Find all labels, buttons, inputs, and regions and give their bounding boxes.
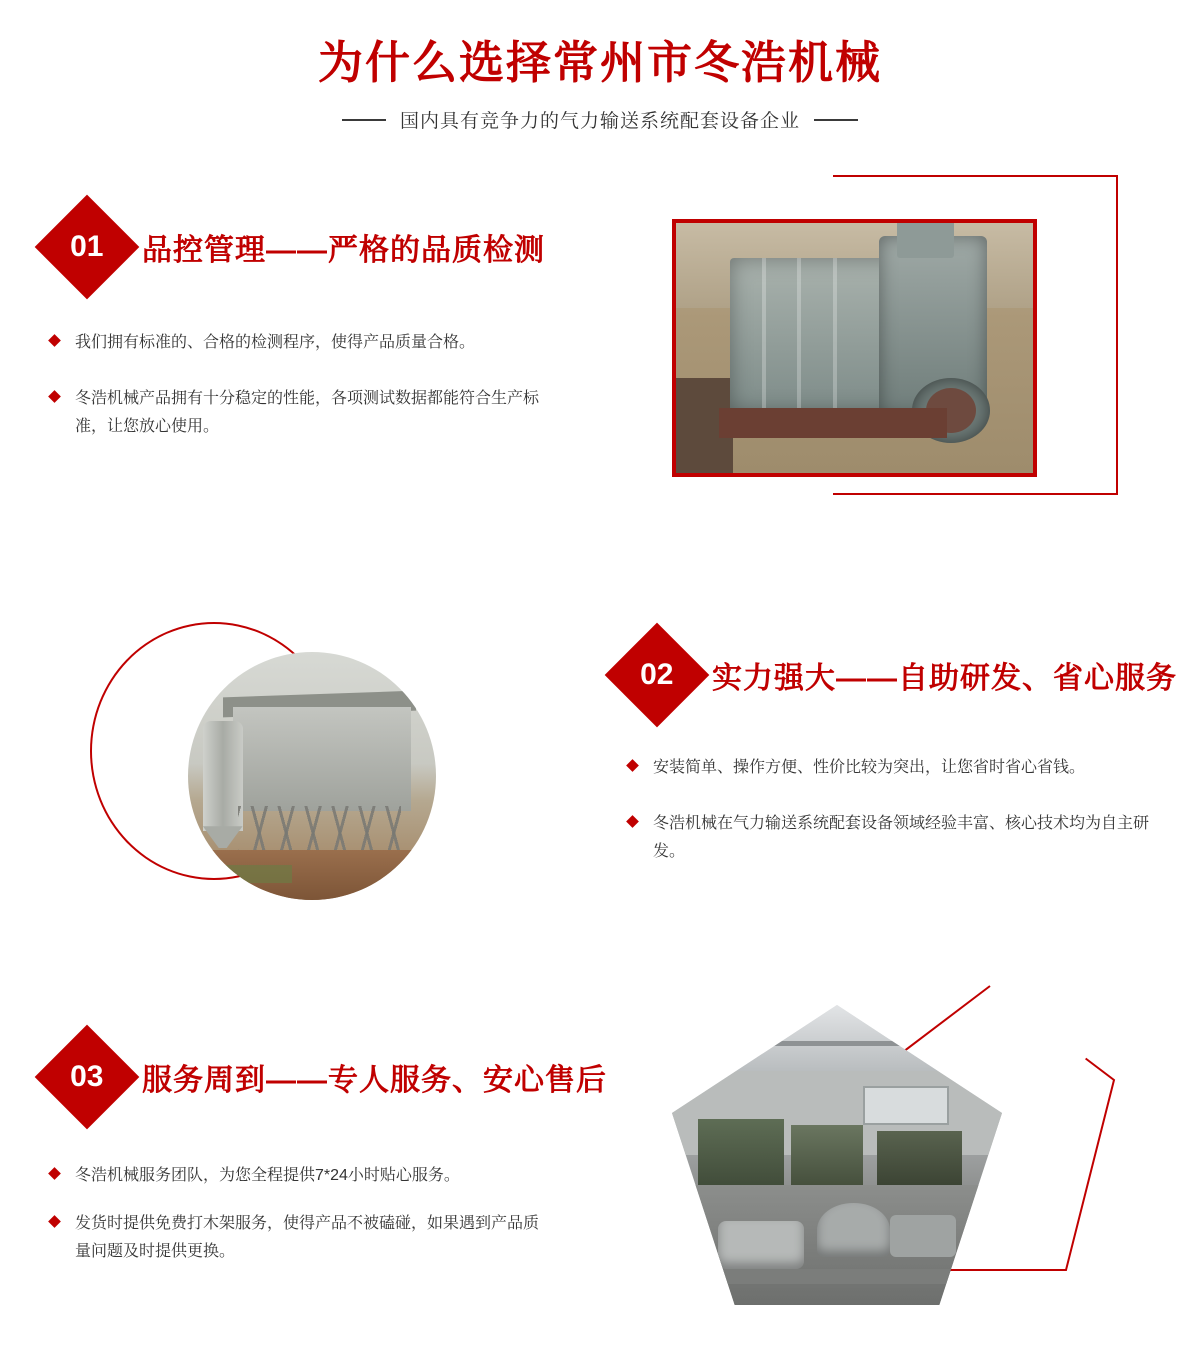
- page-header: [0, 0, 1200, 133]
- bullet-text: 冬浩机械服务团队，为您全程提供7*24小时贴心服务。: [75, 1167, 460, 1184]
- diamond-bullet-icon: [626, 759, 639, 772]
- photo-equipment-site: [188, 652, 436, 900]
- section-03-bullets: [50, 1162, 640, 1266]
- divider-left: [342, 119, 386, 121]
- section-title: 服务周到——专人服务、安心售后: [142, 1064, 607, 1097]
- bullet-text: 发货时提供免费打木架服务，使得产品不被磕碰，如果遇到产品质量问题及时提供更换。: [75, 1215, 540, 1260]
- bullet-text: 安装简单、操作方便、性价比较为突出，让您省时省心省钱。: [653, 759, 1086, 776]
- diamond-bullet-icon: [48, 390, 61, 403]
- section-number-badge: [605, 623, 710, 728]
- section-02-bullets: [628, 754, 1180, 866]
- section-02-text: [620, 638, 1180, 894]
- bullet-text: 冬浩机械在气力输送系统配套设备领域经验丰富、核心技术均为自主研发。: [653, 815, 1150, 860]
- diamond-bullet-icon: [48, 1215, 61, 1228]
- subtitle-row: [0, 106, 1200, 133]
- section-number: 01: [70, 230, 104, 263]
- section-title: 实力强大——自助研发、省心服务: [712, 662, 1177, 695]
- bullet-text: 我们拥有标准的、合格的检测程序，使得产品质量合格。: [75, 334, 476, 351]
- section-number-badge: [35, 195, 140, 300]
- section-03-heading: [50, 1040, 640, 1114]
- section-01-bullets: [50, 329, 640, 441]
- section-01-text: [40, 210, 640, 469]
- bullet-text: 冬浩机械产品拥有十分稳定的性能，各项测试数据都能符合生产标准，让您放心使用。: [75, 390, 540, 435]
- section-03-text: [40, 1040, 640, 1286]
- list-item: [50, 1162, 640, 1190]
- diamond-bullet-icon: [48, 334, 61, 347]
- page-subtitle: 国内具有竞争力的气力输送系统配套设备企业: [399, 111, 800, 132]
- list-item: [628, 810, 1180, 866]
- page-title: 为什么选择常州市冬浩机械: [317, 37, 882, 88]
- photo-quality-control: [672, 219, 1037, 477]
- section-title: 品控管理——严格的品质检测: [142, 234, 545, 267]
- diamond-bullet-icon: [48, 1167, 61, 1180]
- list-item: [50, 329, 640, 357]
- list-item: [628, 754, 1180, 782]
- diamond-bullet-icon: [626, 815, 639, 828]
- list-item: [50, 385, 640, 441]
- list-item: [50, 1210, 640, 1266]
- section-01-heading: [50, 210, 640, 284]
- section-number-badge: [35, 1025, 140, 1130]
- divider-right: [814, 119, 858, 121]
- section-number: 02: [640, 658, 674, 691]
- section-02-heading: [620, 638, 1180, 712]
- section-number: 03: [70, 1060, 104, 1093]
